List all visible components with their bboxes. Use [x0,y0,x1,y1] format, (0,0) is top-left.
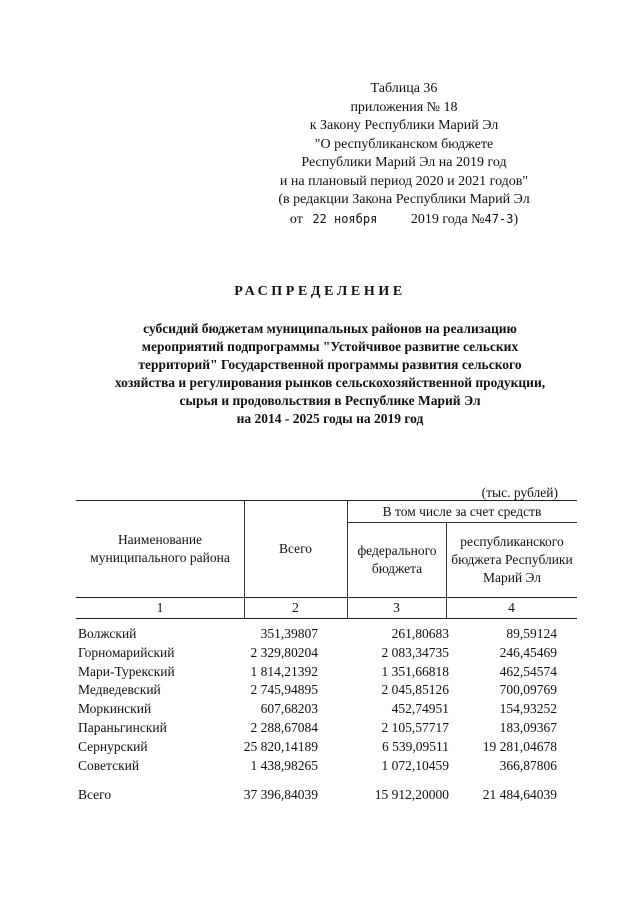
total-value: 2 288,67084 [250,719,318,735]
subtitle-line: субсидий бюджетам муниципальных районов на реализацию [143,321,517,336]
district-name: Волжский [78,626,137,641]
closing-paren: ) [513,211,519,227]
federal-value: 2 045,85126 [381,682,449,698]
federal-value: 1 072,10459 [381,757,449,773]
total-value: 2 745,94895 [250,682,318,698]
column-number: 2 [292,600,299,615]
table-row [76,758,577,777]
federal-value: 452,74951 [391,701,449,717]
grand-republic-value: 21 484,64039 [482,787,557,802]
total-value: 351,39807 [260,626,318,641]
header-line: приложения № 18 [350,99,458,115]
total-value: 2 329,80204 [250,644,318,660]
header-republic: республиканского бюджета Республики Марий Эл [451,534,573,585]
republic-value: 154,93252 [499,701,557,717]
federal-value: 261,80683 [391,626,449,641]
document-title: РАСПРЕДЕЛЕНИЕ [234,284,406,299]
district-name: Мари-Турекский [78,663,175,679]
date-prefix: от [289,211,303,227]
republic-value: 183,09367 [499,719,557,735]
republic-value: 246,45469 [499,644,557,660]
header-group: В том числе за счет средств [382,504,542,519]
district-name: Горномарийский [78,644,175,660]
total-value: 607,68203 [260,701,318,717]
document-subtitle [60,320,600,428]
header-line: Республики Марий Эл на 2019 год [301,155,507,170]
federal-value: 2 105,57717 [381,719,449,735]
table-body [76,626,577,776]
total-value: 25 820,14189 [243,738,318,754]
header-row [76,500,577,598]
district-name: Моркинский [78,701,152,717]
republic-value: 700,09769 [499,682,557,698]
total-row [76,787,577,806]
table-row [76,739,577,758]
column-number-row [76,598,577,619]
column-number: 3 [393,600,400,615]
column-number: 4 [508,600,515,615]
district-name: Сернурский [78,738,148,754]
header-line: (в редакции Закона Республики Марий Эл [278,192,530,207]
republic-value: 462,54574 [499,663,557,679]
header-total: Всего [278,541,313,556]
district-name: Медведевский [78,682,161,698]
subtitle-line: хозяйства и регулирования рынков сельскохозяйственной продукции, [114,375,546,390]
total-value: 1 814,21392 [250,663,318,679]
table-row [76,701,577,720]
district-name: Советский [78,757,140,773]
grand-total-value: 37 396,84039 [243,787,318,802]
header-date-line [254,210,554,230]
table-row [76,720,577,739]
header-line: Таблица 36 [370,81,438,96]
federal-value: 6 539,09511 [382,738,449,754]
table-row [76,664,577,683]
subtitle-line: сырья и продовольствия в Республике Марий Эл [179,393,481,408]
table-header [76,500,577,619]
republic-value: 19 281,04678 [482,738,557,754]
republic-value: 89,59124 [506,626,557,641]
subtitle-line: на 2014 - 2025 годы на 2019 год [236,411,424,426]
total-label: Всего [78,787,112,802]
district-name: Параньгинский [78,719,167,735]
header-name: Наименование муниципального района [90,532,230,565]
header-line: и на плановый период 2020 и 2021 годов" [279,173,529,189]
subtitle-line: мероприятий подпрограммы "Устойчивое развитие сельских [141,339,519,354]
federal-value: 1 351,66818 [381,663,449,679]
header-line: "О республиканском бюджете [314,136,494,152]
table-row [76,626,577,645]
unit-label: (тыс. рублей) [481,485,558,500]
table-row [76,682,577,701]
header-federal: федерального бюджета [357,543,437,576]
document-header [254,80,554,229]
date-year: 2019 года № [410,211,485,227]
subtitle-line: территорий" Государственной программы развития сельского [138,357,522,372]
table-row [76,645,577,664]
republic-value: 366,87806 [499,757,557,773]
handwritten-date: 22 ноября [312,211,378,226]
column-number: 1 [156,600,164,615]
federal-value: 2 083,34735 [381,644,449,660]
total-value: 1 438,98265 [250,757,318,773]
grand-federal-value: 15 912,20000 [374,787,449,802]
header-line: к Закону Республики Марий Эл [309,118,499,133]
handwritten-number: 47-З [484,211,514,226]
